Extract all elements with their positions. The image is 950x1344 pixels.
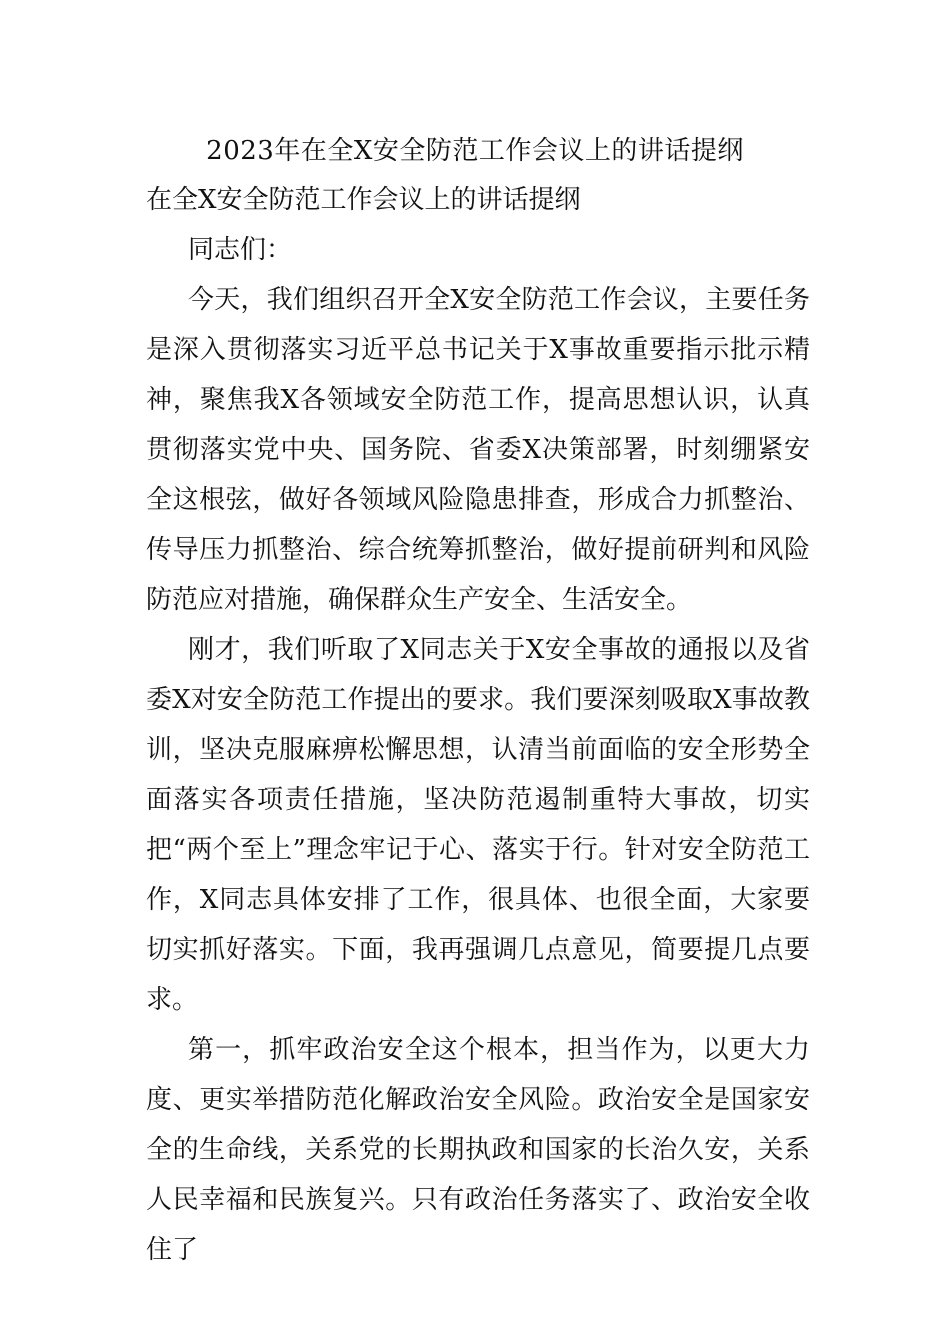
document-subtitle: 在全X安全防范工作会议上的讲话提纲 [146,185,581,215]
document-body [146,225,810,1275]
document-title: 2023年在全X安全防范工作会议上的讲话提纲 [206,136,744,166]
paragraph-review: 刚才，我们听取了X同志关于X安全事故的通报以及省委X对安全防范工作提出的要求。我们要深刻吸取X事故教训，坚决克服麻痹松懈思想，认清当前面临的安全形势全面落实各项责任措施，坚决防范遏制重特大事故，切实把“两个至上”理念牢记于心、落实于行。针对安全防范工作，X同志具体安排了工作，很具体、也很全面，大家要切实抓好落实。下面，我再强调几点意见，简要提几点要求。 [146,635,810,1015]
salutation: 同志们： [188,235,293,265]
paragraph-opening: 今天，我们组织召开全X安全防范工作会议，主要任务是深入贯彻落实习近平总书记关于X事故重要指示批示精神，聚焦我X各领域安全防范工作，提高思想认识，认真贯彻落实党中央、国务院、省委X决策部署，时刻绷紧安全这根弦，做好各领域风险隐患排查，形成合力抓整治、传导压力抓整治、综合统筹抓整治，做好提前研判和风险防范应对措施，确保群众生产安全、生活安全。 [146,285,810,615]
paragraph-first-point: 第一，抓牢政治安全这个根本，担当作为，以更大力度、更实举措防范化解政治安全风险。政治安全是国家安全的生命线，关系党的长期执政和国家的长治久安，关系人民幸福和民族复兴。只有政治任务落实了、政治安全收住了 [146,1035,810,1265]
